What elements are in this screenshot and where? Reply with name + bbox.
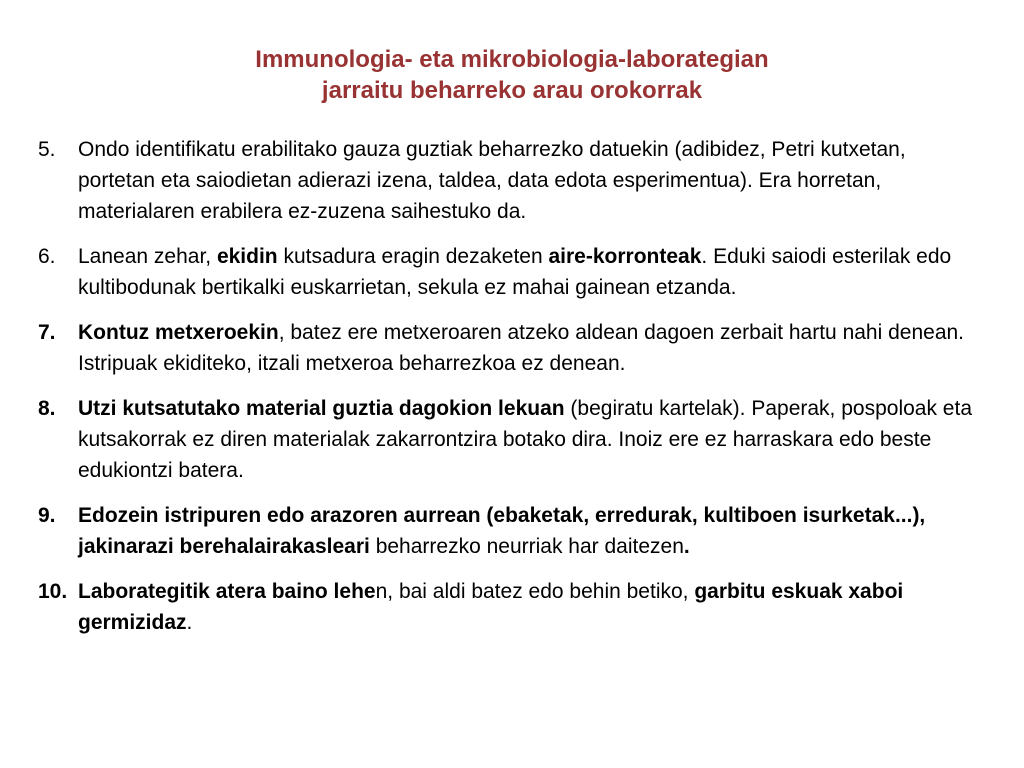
- rule-item-10: [38, 576, 978, 638]
- rule-item-8: [38, 393, 978, 486]
- rule-text-segment: kutsadura eragin dezaketen: [277, 245, 549, 268]
- rule-text-emphasis: Utzi kutsatutako material guztia dagokion lekuan: [78, 397, 565, 420]
- rule-number: 9.: [38, 504, 56, 527]
- rule-text-emphasis: Kontuz metxeroekin: [78, 321, 279, 344]
- rule-text-segment: Ondo identifikatu erabilitako gauza guztiak beharrezko datuekin (adibidez, Petri kutxetan, portetan eta saiodietan adierazi izena, taldea, data edota esperimentua). Era horretan, materialaren erabilera ez-zuzena saihestuko da.: [78, 138, 906, 223]
- rule-text: [78, 580, 903, 634]
- rule-text: [78, 245, 951, 299]
- rule-text: [78, 321, 964, 375]
- rule-item-5: [38, 134, 978, 227]
- rule-number: 6.: [38, 245, 56, 268]
- rule-number: 7.: [38, 321, 56, 344]
- rule-number: 10.: [38, 580, 68, 603]
- slide-title-line-2: jarraitu beharreko arau orokorrak: [321, 77, 703, 104]
- rule-text-emphasis: garbitu eskuak xaboi germizidaz: [78, 580, 904, 634]
- rule-text-segment: Lanean zehar,: [78, 245, 217, 268]
- rule-text-segment: (begiratu kartelak). Paperak, pospoloak eta kutsakorrak ez diren materialak zakarrontzira botako dira. Inoiz ere ez harraskara edo beste edukiontzi batera.: [78, 397, 972, 482]
- rules-list: [38, 134, 978, 652]
- rule-text: [78, 397, 972, 482]
- rule-number: 8.: [38, 397, 56, 420]
- rule-text-segment: . Eduki saiodi esterilak edo kultibodunak bertikalki euskarrietan, sekula ez mahai gainean etzanda.: [78, 245, 952, 299]
- rule-text: [78, 504, 925, 558]
- rule-item-7: [38, 317, 978, 379]
- rule-item-6: [38, 241, 978, 303]
- rule-text: [78, 138, 906, 223]
- rule-text-segment: , batez ere metxeroaren atzeko aldean dagoen zerbait hartu nahi denean. Istripuak ekiditeko, itzali metxeroa beharrezkoa ez denean.: [78, 321, 965, 375]
- rule-item-9: [38, 500, 978, 562]
- rule-text-emphasis: ekidin: [216, 245, 278, 268]
- rule-text-segment: n, bai aldi batez edo behin betiko,: [375, 580, 695, 603]
- rule-text-emphasis: Laborategitik atera baino lehe: [78, 580, 376, 603]
- slide-title-line-1: Immunologia- eta mikrobiologia-laborategian: [255, 46, 769, 73]
- rule-text-segment: .: [186, 611, 193, 634]
- rule-text-emphasis: aire-korronteak: [548, 245, 702, 268]
- slide-title: [0, 44, 1024, 106]
- rule-text-segment: beharrezko neurriak har daitezen: [369, 535, 684, 558]
- rule-number: 5.: [38, 138, 56, 161]
- rule-text-emphasis: Edozein istripuren edo arazoren aurrean (ebaketak, erredurak, kultiboen isurketak...), jakinarazi berehalairakasleari: [78, 504, 926, 558]
- rule-text-emphasis: .: [683, 535, 690, 558]
